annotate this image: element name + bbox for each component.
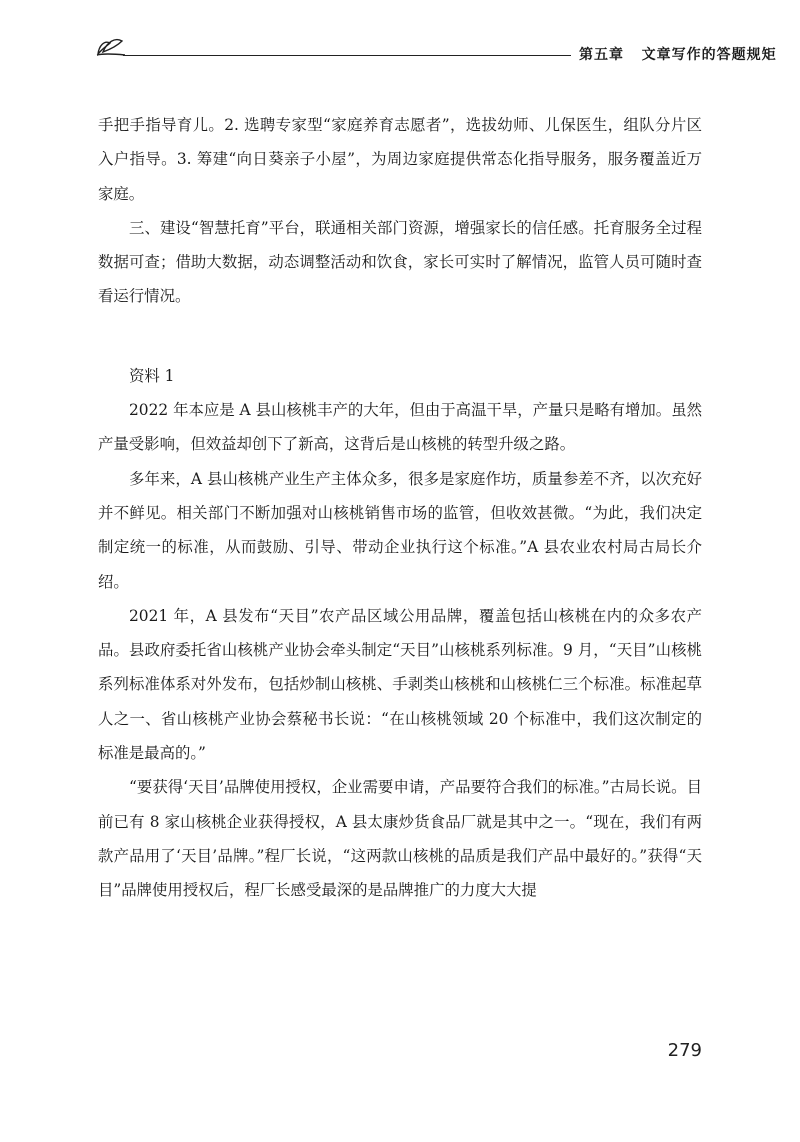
paragraph-4: 多年来，A 县山核桃产业生产主体众多，很多是家庭作坊，质量参差不齐，以次充好并不鲜见。相关部门不断加强对山核桃销售市场的监管，但收效甚微。“为此，我们决定制定统一的标准，从而鼓励、引导、带动企业执行这个标准。”A 县农业农村局古局长介绍。 [98,469,702,591]
paragraph-3: 2022 年本应是 A 县山核桃丰产的大年，但由于高温干旱，产量只是略有增加。虽然产量受影响，但效益却创下了新高，这背后是山核桃的转型升级之路。 [98,401,702,454]
header-rule [123,55,571,56]
chapter-heading [579,44,777,64]
chapter-title: 文章写作的答题规矩 [641,47,777,63]
running-header [95,30,777,70]
paragraph-5: 2021 年，A 县发布“天目”农产品区域公用品牌，覆盖包括山核桃在内的众多农产品。县政府委托省山核桃产业协会牵头制定“天目”山核桃系列标准。9 月，“天目”山核桃系列标准体系对外发布，包括炒制山核桃、手剥类山核桃和山核桃仁三个标准。标准起草人之一、省山核桃产业协会蔡秘书长说：“在山核桃领域 20 个标准中，我们这次制定的标准是最高的。” [98,606,702,763]
page-number: 279 [667,1040,702,1061]
paragraph-1: 手把手指导育儿。2. 选聘专家型“家庭养育志愿者”，选拔幼师、儿保医生，组队分片区入户指导。3. 筹建“向日葵亲子小屋”，为周边家庭提供常态化指导服务，服务覆盖近万家庭。 [98,116,702,203]
leaf-ornament-icon [95,34,125,56]
section-gap [98,314,702,359]
paragraph-2: 三、建设“智慧托育”平台，联通相关部门资源，增强家长的信任感。托育服务全过程数据可查；借助大数据，动态调整活动和饮食，家长可实时了解情况，监管人员可随时查看运行情况。 [98,218,702,306]
chapter-number: 第五章 [579,47,624,63]
source-label: 资料 1 [129,366,175,385]
page-body [98,108,702,908]
paragraph-6: “要获得‘天目’品牌使用授权，企业需要申请，产品要符合我们的标准。”古局长说。目前已有 8 家山核桃企业获得授权，A 县太康炒货食品厂就是其中之一。“现在，我们有两款产品用了‘天目’品牌。”程厂长说，“这两款山核桃的品质是我们产品中最好的。”获得“天目”品牌使用授权后，程厂长感受最深的是品牌推广的力度大大提 [98,778,702,900]
